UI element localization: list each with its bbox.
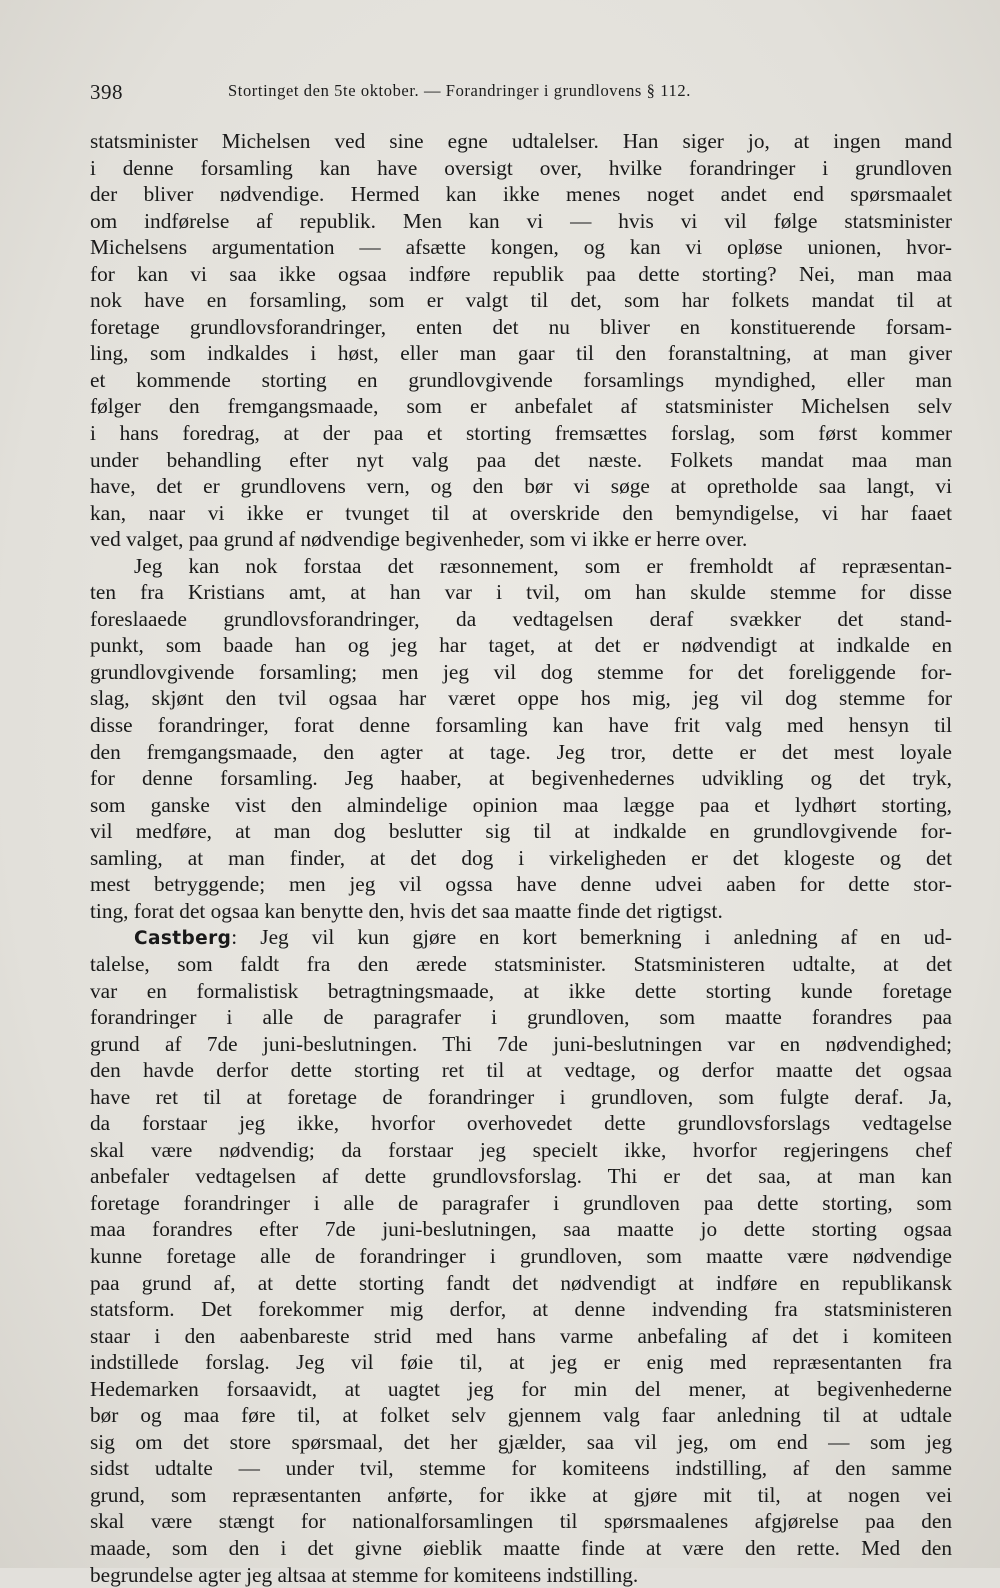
line-text: indstillede forslag. Jeg vil føie til, at jeg er enig med repræsentanten fra bbox=[90, 1350, 952, 1375]
text-line bbox=[90, 924, 952, 951]
line-text: om indførelse af republik. Men kan vi — hvis vi vil følge statsminister bbox=[90, 208, 952, 233]
page-header bbox=[90, 76, 960, 106]
text-line bbox=[90, 1163, 952, 1190]
line-text: mest betryggende; men jeg vil ogssa have denne udvei aaben for dette stor- bbox=[90, 872, 952, 897]
line-text: bør og maa føre til, at folket selv gjennem valg faar anledning til at udtale bbox=[90, 1403, 952, 1428]
text-line bbox=[90, 712, 952, 739]
text-line bbox=[90, 1349, 952, 1376]
line-text: følger den fremgangsmaade, som er anbefalet af statsminister Michelsen selv bbox=[90, 394, 952, 419]
text-line bbox=[90, 367, 952, 394]
text-line bbox=[90, 632, 952, 659]
text-line bbox=[90, 420, 952, 447]
text-line bbox=[90, 1429, 952, 1456]
text-line bbox=[90, 1216, 952, 1243]
line-text: Hedemarken forsaavidt, at uagtet jeg for min del mener, at begivenhederne bbox=[90, 1376, 952, 1401]
line-text: sidst udtalte — under tvil, stemme for komiteens indstilling, af den samme bbox=[90, 1456, 952, 1481]
line-text: ling, som indkaldes i høst, eller man gaar til den foranstaltning, at man giver bbox=[90, 341, 952, 366]
line-text: statsminister Michelsen ved sine egne udtalelser. Han siger jo, at ingen mand bbox=[90, 129, 952, 153]
line-text: samling, at man finder, at det dog i virkeligheden er det klogeste og det bbox=[90, 845, 952, 870]
text-line bbox=[90, 1562, 952, 1588]
line-text: der bliver nødvendige. Hermed kan ikke menes noget andet end spørsmaalet bbox=[90, 182, 952, 207]
text-line bbox=[90, 500, 952, 527]
line-text: ved valget, paa grund af nødvendige begivenheder, som vi ikke er herre over. bbox=[90, 527, 748, 552]
line-text: for kan vi saa ikke ogsaa indføre republik paa dette storting? Nei, man maa bbox=[90, 261, 952, 286]
text-line bbox=[90, 1482, 952, 1509]
text-line bbox=[90, 208, 952, 235]
line-text: da forstaar jeg ikke, hvorfor overhovedet dette grundlovsforslags vedtagelse bbox=[90, 1111, 952, 1136]
text-line bbox=[90, 765, 952, 792]
text-line bbox=[90, 579, 952, 606]
text-line bbox=[90, 898, 952, 925]
text-line bbox=[90, 792, 952, 819]
line-text: under behandling efter nyt valg paa det næste. Folkets mandat maa man bbox=[90, 447, 952, 472]
text-line bbox=[90, 845, 952, 872]
text-line bbox=[90, 739, 952, 766]
speaker-name: Castberg bbox=[134, 928, 232, 950]
line-text: ting, forat det ogsaa kan benytte den, hvis det saa maatte finde det rigtigst. bbox=[90, 898, 723, 923]
text-line bbox=[90, 818, 952, 845]
line-text: i denne forsamling kan have oversigt over, hvilke forandringer i grundloven bbox=[90, 155, 952, 180]
line-text: begrundelse agter jeg altsaa at stemme for komiteens indstilling. bbox=[90, 1562, 639, 1587]
line-text: et kommende storting en grundlovgivende forsamlings myndighed, eller man bbox=[90, 367, 952, 392]
line-text: disse forandringer, forat denne forsamling kan have frit valg med hensyn til bbox=[90, 713, 952, 738]
text-line bbox=[90, 1296, 952, 1323]
line-text: var en formalistisk betragtningsmaade, at ikke dette storting kunde foretage bbox=[90, 978, 952, 1003]
text-line bbox=[90, 1110, 952, 1137]
line-text: punkt, som baade han og jeg har taget, at det er nødvendigt at indkalde en bbox=[90, 633, 952, 658]
text-line bbox=[90, 659, 952, 686]
line-text: : Jeg vil kun gjøre en kort bemerkning i anledning af en ud- bbox=[231, 925, 952, 950]
body-text bbox=[90, 128, 952, 1588]
line-text: som ganske vist den almindelige opinion maa lægge paa et lydhørt storting, bbox=[90, 792, 952, 817]
line-text: kunne foretage alle de forandringer i grundloven, som maatte være nødvendige bbox=[90, 1243, 952, 1268]
line-text: grundlovgivende forsamling; men jeg vil dog stemme for det foreliggende for- bbox=[90, 659, 952, 684]
text-line bbox=[90, 978, 952, 1005]
text-line bbox=[90, 1137, 952, 1164]
running-title: Stortinget den 5te oktober. — Forandringer i grundlovens § 112. bbox=[228, 81, 691, 100]
text-line bbox=[90, 340, 952, 367]
text-line bbox=[90, 685, 952, 712]
text-line bbox=[90, 261, 952, 288]
text-line bbox=[90, 393, 952, 420]
line-text: anbefaler vedtagelsen af dette grundlovsforslag. Thi er det saa, at man kan bbox=[90, 1164, 952, 1189]
line-text: grund af 7de juni-beslutningen. Thi 7de juni-beslutningen var en nødvendighed; bbox=[90, 1031, 952, 1056]
text-line bbox=[90, 526, 952, 553]
line-text: kan, naar vi ikke er tvunget til at overskride den bemyndigelse, vi har faaet bbox=[90, 500, 952, 525]
line-text: sig om det store spørsmaal, det her gjælder, saa vil jeg, om end — som jeg bbox=[90, 1429, 952, 1454]
text-line bbox=[90, 553, 952, 580]
line-text: foretage forandringer i alle de paragrafer i grundloven paa dette storting, som bbox=[90, 1190, 952, 1215]
line-text: for denne forsamling. Jeg haaber, at begivenhedernes udvikling og det tryk, bbox=[90, 766, 952, 791]
line-text: foretage grundlovsforandringer, enten det nu bliver en konstituerende forsam- bbox=[90, 314, 952, 339]
line-text: maade, som den i det givne øieblik maatte finde at være den rette. Med den bbox=[90, 1535, 952, 1560]
line-text: paa grund af, at dette storting fandt det nødvendigt at indføre en republikansk bbox=[90, 1270, 952, 1295]
line-text: foreslaaede grundlovsforandringer, da vedtagelsen deraf svækker det stand- bbox=[90, 606, 952, 631]
line-text: ten fra Kristians amt, at han var i tvil, om han skulde stemme for disse bbox=[90, 580, 952, 605]
text-line bbox=[90, 181, 952, 208]
line-text: skal være stængt for nationalforsamlingen til spørsmaalenes afgjørelse paa den bbox=[90, 1509, 952, 1534]
text-line bbox=[90, 128, 952, 155]
line-text: have ret til at foretage de forandringer i grundloven, som fulgte deraf. Ja, bbox=[90, 1084, 952, 1109]
text-line bbox=[90, 871, 952, 898]
text-line bbox=[90, 1084, 952, 1111]
line-text: maa forandres efter 7de juni-beslutningen, saa maatte jo dette storting ogsaa bbox=[90, 1217, 952, 1242]
text-line bbox=[90, 1508, 952, 1535]
text-line bbox=[90, 1031, 952, 1058]
text-line bbox=[90, 1057, 952, 1084]
text-line bbox=[90, 1004, 952, 1031]
text-line bbox=[90, 1402, 952, 1429]
text-line bbox=[90, 606, 952, 633]
line-text: den havde derfor dette storting ret til at vedtage, og derfor maatte det ogsaa bbox=[90, 1058, 952, 1083]
text-line bbox=[90, 1455, 952, 1482]
line-text: skal være nødvendig; da forstaar jeg specielt ikke, hvorfor regjeringens chef bbox=[90, 1137, 952, 1162]
line-text: nok have en forsamling, som er valgt til det, som har folkets mandat til at bbox=[90, 288, 952, 313]
line-text: slag, skjønt den tvil ogsaa har været oppe hos mig, jeg vil dog stemme for bbox=[90, 686, 952, 711]
text-line bbox=[90, 1243, 952, 1270]
line-text: Jeg kan nok forstaa det ræsonnement, som er fremholdt af repræsentan- bbox=[134, 553, 952, 578]
page-number: 398 bbox=[90, 80, 123, 104]
text-line bbox=[90, 951, 952, 978]
text-line bbox=[90, 1535, 952, 1562]
text-line bbox=[90, 155, 952, 182]
text-line bbox=[90, 1376, 952, 1403]
line-text: staar i den aabenbareste strid med hans varme anbefaling af det i komiteen bbox=[90, 1323, 952, 1348]
line-text: statsform. Det forekommer mig derfor, at denne indvending fra statsministeren bbox=[90, 1297, 952, 1322]
text-line bbox=[90, 1323, 952, 1350]
text-line bbox=[90, 287, 952, 314]
text-line bbox=[90, 473, 952, 500]
line-text: talelse, som faldt fra den ærede statsminister. Statsministeren udtalte, at det bbox=[90, 951, 952, 976]
line-text: forandringer i alle de paragrafer i grundloven, som maatte forandres paa bbox=[90, 1005, 952, 1030]
text-line bbox=[90, 1270, 952, 1297]
line-text: vil medføre, at man dog beslutter sig til at indkalde en grundlovgivende for- bbox=[90, 819, 952, 844]
text-line bbox=[90, 1190, 952, 1217]
line-text: have, det er grundlovens vern, og den bør vi søge at opretholde saa langt, vi bbox=[90, 474, 952, 499]
line-text: grund, som repræsentanten anførte, for ikke at gjøre mit til, at nogen vei bbox=[90, 1482, 952, 1507]
line-text: Michelsens argumentation — afsætte kongen, og kan vi opløse unionen, hvor- bbox=[90, 235, 952, 260]
text-line bbox=[90, 234, 952, 261]
text-line bbox=[90, 447, 952, 474]
line-text: den fremgangsmaade, den agter at tage. Jeg tror, dette er det mest loyale bbox=[90, 739, 952, 764]
line-text: i hans foredrag, at der paa et storting fremsættes forslag, som først kommer bbox=[90, 421, 952, 446]
text-line bbox=[90, 314, 952, 341]
